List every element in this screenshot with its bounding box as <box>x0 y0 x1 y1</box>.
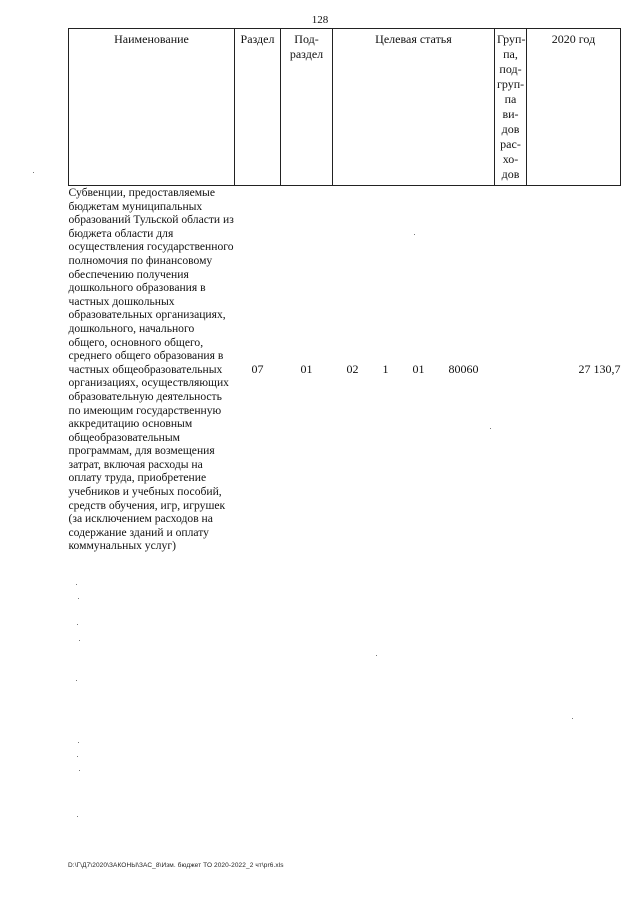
header-group-line: дов <box>501 122 520 136</box>
header-group-line: па ви- <box>502 92 519 121</box>
row-amount-2020: 27 130,7 <box>578 362 621 377</box>
scan-speck <box>79 640 80 641</box>
header-year-2020: 2020 год <box>527 29 621 186</box>
table-header-row <box>69 29 621 186</box>
header-group-line: па, <box>503 47 518 61</box>
budget-table <box>68 28 621 553</box>
header-group-line: рас- <box>500 137 521 151</box>
row-expense-group <box>495 186 527 554</box>
header-group-line: хо- <box>502 152 519 166</box>
scan-speck <box>78 598 79 599</box>
header-subsection-line1: Под- <box>294 32 319 46</box>
scan-speck <box>77 624 78 625</box>
scan-speck <box>376 655 377 656</box>
scan-speck <box>490 428 491 429</box>
header-group-line: дов <box>501 167 520 181</box>
scan-speck <box>78 742 79 743</box>
header-name: Наименование <box>69 29 235 186</box>
header-group-line: под- <box>499 62 522 76</box>
row-target-article <box>333 186 495 554</box>
footer-file-path: D:\Г\Д7\2020\ЗАКОНЫ\ЗАС_8\Изм. бюджет ТО 2020-2022_2 чт\pr6.xls <box>68 862 284 869</box>
target-article-event: 01 <box>412 362 425 377</box>
target-article-program: 02 <box>346 362 359 377</box>
scan-speck <box>79 770 80 771</box>
target-article-code: 80060 <box>448 362 479 377</box>
header-subsection-line2: раздел <box>289 47 324 61</box>
header-target-article: Целевая статья <box>333 29 495 186</box>
row-subsection: 01 <box>300 362 313 377</box>
scan-speck <box>414 234 415 235</box>
header-section: Раздел <box>235 29 281 186</box>
target-article-subprogram: 1 <box>382 362 389 377</box>
row-name: Субвенции, предоставляемые бюджетам муниципальных образований Тульской области из бюджета области для осуществления государственного полномочия по финансовому обеспечению получения дошкольного образования в частных дошкольных образовательных организациях, дошкольного, начального общего, основного общего, среднего общего образования в частных общеобразовательных организациях, осуществляющих образовательную деятельность по имеющим государственную аккредитацию основным общеобразовательным программам, для возмещения затрат, включая расходы на оплату труда, приобретение учебников и учебных пособий, средств обучения, игр, игрушек (за исключением расходов на содержание зданий и оплату коммунальных услуг) <box>68 186 234 553</box>
header-group-line: груп- <box>497 77 525 91</box>
scan-speck <box>572 718 573 719</box>
header-expense-group <box>495 29 527 186</box>
page-number: 128 <box>311 14 329 26</box>
scan-speck <box>77 816 78 817</box>
table-row <box>69 186 621 554</box>
scan-speck <box>33 172 34 173</box>
scan-speck <box>76 680 77 681</box>
header-subsection <box>281 29 333 186</box>
header-group-line: Груп- <box>497 32 526 46</box>
scan-speck <box>77 756 78 757</box>
row-section: 07 <box>251 362 264 377</box>
scan-speck <box>76 584 77 585</box>
